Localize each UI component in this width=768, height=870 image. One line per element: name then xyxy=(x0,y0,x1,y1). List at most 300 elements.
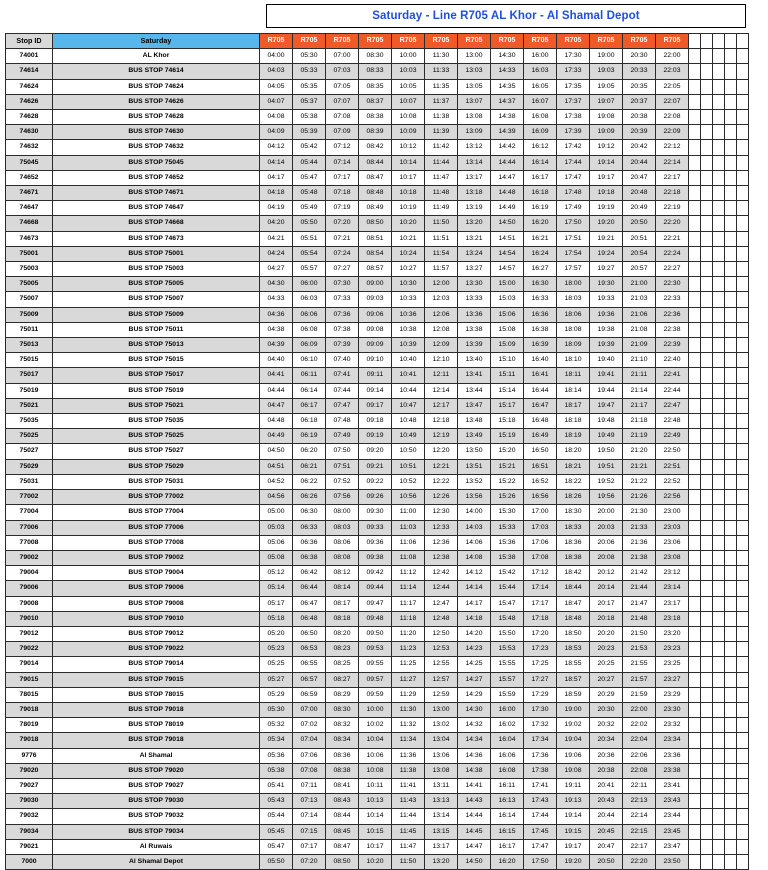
cell-departure-time: 20:39 xyxy=(623,125,656,140)
cell-departure-time: 10:40 xyxy=(392,353,425,368)
cell-departure-time: 09:00 xyxy=(359,277,392,292)
cell-departure-time: 16:00 xyxy=(524,49,557,64)
cell-spacer xyxy=(737,140,749,155)
cell-stop-name: BUS STOP 79006 xyxy=(53,581,260,596)
cell-spacer xyxy=(713,687,725,702)
cell-departure-time: 23:23 xyxy=(656,642,689,657)
cell-departure-time: 19:06 xyxy=(557,748,590,763)
cell-departure-time: 19:18 xyxy=(590,186,623,201)
cell-departure-time: 18:33 xyxy=(557,520,590,535)
cell-departure-time: 06:09 xyxy=(293,338,326,353)
cell-departure-time: 13:40 xyxy=(458,353,491,368)
column-header-trip: R705 xyxy=(260,34,293,49)
cell-departure-time: 15:26 xyxy=(491,490,524,505)
cell-stop-name: BUS STOP 75001 xyxy=(53,246,260,261)
cell-stop-id: 79006 xyxy=(6,581,53,596)
cell-departure-time: 19:11 xyxy=(557,778,590,793)
column-header-trip: R705 xyxy=(359,34,392,49)
table-row xyxy=(6,429,749,444)
table-row xyxy=(6,718,749,733)
cell-departure-time: 19:50 xyxy=(590,444,623,459)
table-row xyxy=(6,490,749,505)
cell-departure-time: 16:49 xyxy=(524,429,557,444)
cell-departure-time: 14:25 xyxy=(458,657,491,672)
cell-departure-time: 06:38 xyxy=(293,550,326,565)
cell-departure-time: 12:50 xyxy=(425,626,458,641)
cell-departure-time: 22:48 xyxy=(656,414,689,429)
table-row xyxy=(6,581,749,596)
cell-departure-time: 04:48 xyxy=(260,414,293,429)
cell-departure-time: 12:48 xyxy=(425,611,458,626)
cell-departure-time: 08:44 xyxy=(359,155,392,170)
cell-spacer xyxy=(701,854,713,869)
cell-departure-time: 14:23 xyxy=(458,642,491,657)
cell-departure-time: 17:51 xyxy=(557,231,590,246)
cell-departure-time: 06:03 xyxy=(293,292,326,307)
cell-departure-time: 07:33 xyxy=(326,292,359,307)
cell-departure-time: 08:42 xyxy=(359,140,392,155)
cell-departure-time: 11:51 xyxy=(425,231,458,246)
cell-departure-time: 11:23 xyxy=(392,642,425,657)
cell-departure-time: 17:41 xyxy=(524,778,557,793)
cell-departure-time: 20:44 xyxy=(590,809,623,824)
cell-departure-time: 05:03 xyxy=(260,520,293,535)
cell-departure-time: 11:34 xyxy=(392,733,425,748)
cell-spacer xyxy=(725,216,737,231)
cell-spacer xyxy=(701,94,713,109)
cell-departure-time: 06:44 xyxy=(293,581,326,596)
cell-spacer xyxy=(725,535,737,550)
cell-stop-id: 74668 xyxy=(6,216,53,231)
cell-spacer xyxy=(725,702,737,717)
cell-departure-time: 20:20 xyxy=(590,626,623,641)
cell-departure-time: 22:20 xyxy=(623,854,656,869)
cell-departure-time: 17:54 xyxy=(557,246,590,261)
cell-spacer xyxy=(737,672,749,687)
cell-departure-time: 21:59 xyxy=(623,687,656,702)
cell-stop-name: BUS STOP 74628 xyxy=(53,110,260,125)
cell-departure-time: 23:44 xyxy=(656,809,689,824)
cell-spacer xyxy=(737,702,749,717)
cell-departure-time: 08:49 xyxy=(359,201,392,216)
cell-departure-time: 10:05 xyxy=(392,79,425,94)
cell-departure-time: 22:36 xyxy=(656,307,689,322)
cell-departure-time: 07:14 xyxy=(293,809,326,824)
cell-departure-time: 11:08 xyxy=(392,550,425,565)
cell-departure-time: 06:36 xyxy=(293,535,326,550)
cell-spacer xyxy=(689,672,701,687)
cell-departure-time: 11:44 xyxy=(425,155,458,170)
cell-departure-time: 16:21 xyxy=(524,231,557,246)
cell-departure-time: 18:09 xyxy=(557,338,590,353)
cell-departure-time: 17:30 xyxy=(524,702,557,717)
cell-spacer xyxy=(701,718,713,733)
cell-departure-time: 18:00 xyxy=(557,277,590,292)
cell-spacer xyxy=(713,854,725,869)
cell-spacer xyxy=(689,687,701,702)
cell-departure-time: 15:47 xyxy=(491,596,524,611)
cell-departure-time: 08:27 xyxy=(326,672,359,687)
cell-departure-time: 14:47 xyxy=(458,839,491,854)
cell-stop-name: BUS STOP 75029 xyxy=(53,459,260,474)
cell-departure-time: 23:00 xyxy=(656,505,689,520)
cell-departure-time: 05:14 xyxy=(260,581,293,596)
cell-departure-time: 20:27 xyxy=(590,672,623,687)
cell-departure-time: 07:07 xyxy=(326,94,359,109)
column-header-trip: R705 xyxy=(524,34,557,49)
cell-spacer xyxy=(701,702,713,717)
cell-departure-time: 07:30 xyxy=(326,277,359,292)
cell-spacer xyxy=(725,338,737,353)
cell-stop-name: BUS STOP 79008 xyxy=(53,596,260,611)
cell-departure-time: 10:00 xyxy=(359,702,392,717)
cell-departure-time: 07:24 xyxy=(326,246,359,261)
cell-departure-time: 11:06 xyxy=(392,535,425,550)
cell-departure-time: 23:38 xyxy=(656,763,689,778)
cell-departure-time: 17:06 xyxy=(524,535,557,550)
cell-spacer xyxy=(725,292,737,307)
cell-spacer xyxy=(689,824,701,839)
cell-stop-name: BUS STOP 77002 xyxy=(53,490,260,505)
cell-spacer xyxy=(737,626,749,641)
cell-departure-time: 15:03 xyxy=(491,292,524,307)
cell-departure-time: 15:11 xyxy=(491,368,524,383)
cell-spacer xyxy=(689,307,701,322)
cell-departure-time: 13:20 xyxy=(458,216,491,231)
cell-departure-time: 11:29 xyxy=(392,687,425,702)
cell-stop-name: BUS STOP 75019 xyxy=(53,383,260,398)
column-header-stop-id: Stop ID xyxy=(6,34,53,49)
cell-departure-time: 17:44 xyxy=(524,809,557,824)
cell-departure-time: 16:17 xyxy=(491,839,524,854)
cell-stop-name: BUS STOP 74668 xyxy=(53,216,260,231)
cell-spacer xyxy=(725,626,737,641)
cell-departure-time: 13:30 xyxy=(458,277,491,292)
cell-departure-time: 14:06 xyxy=(458,535,491,550)
column-header-trip: R705 xyxy=(557,34,590,49)
cell-spacer xyxy=(713,459,725,474)
cell-departure-time: 06:19 xyxy=(293,429,326,444)
cell-spacer xyxy=(689,809,701,824)
cell-departure-time: 05:20 xyxy=(260,626,293,641)
cell-spacer xyxy=(713,170,725,185)
cell-departure-time: 18:44 xyxy=(557,581,590,596)
cell-spacer xyxy=(689,702,701,717)
cell-spacer xyxy=(689,246,701,261)
table-row xyxy=(6,687,749,702)
cell-departure-time: 17:29 xyxy=(524,687,557,702)
cell-departure-time: 11:48 xyxy=(425,186,458,201)
cell-stop-id: 74632 xyxy=(6,140,53,155)
cell-departure-time: 10:20 xyxy=(359,854,392,869)
cell-departure-time: 21:00 xyxy=(623,277,656,292)
cell-stop-name: BUS STOP 79032 xyxy=(53,809,260,824)
cell-departure-time: 10:12 xyxy=(392,140,425,155)
cell-departure-time: 17:34 xyxy=(524,733,557,748)
cell-spacer xyxy=(713,414,725,429)
cell-spacer xyxy=(701,383,713,398)
cell-departure-time: 07:12 xyxy=(326,140,359,155)
cell-spacer xyxy=(689,414,701,429)
cell-departure-time: 19:40 xyxy=(590,353,623,368)
cell-departure-time: 12:21 xyxy=(425,459,458,474)
cell-departure-time: 13:48 xyxy=(458,414,491,429)
cell-departure-time: 07:36 xyxy=(326,307,359,322)
cell-spacer xyxy=(701,642,713,657)
cell-departure-time: 04:50 xyxy=(260,444,293,459)
cell-departure-time: 05:47 xyxy=(260,839,293,854)
cell-stop-name: BUS STOP 75007 xyxy=(53,292,260,307)
cell-stop-id: 79027 xyxy=(6,778,53,793)
cell-stop-id: 74626 xyxy=(6,94,53,109)
cell-departure-time: 09:03 xyxy=(359,292,392,307)
cell-departure-time: 10:14 xyxy=(359,809,392,824)
cell-departure-time: 08:03 xyxy=(326,520,359,535)
column-header-trip: R705 xyxy=(326,34,359,49)
cell-departure-time: 05:00 xyxy=(260,505,293,520)
cell-departure-time: 04:47 xyxy=(260,398,293,413)
cell-departure-time: 20:34 xyxy=(590,733,623,748)
cell-departure-time: 05:37 xyxy=(293,94,326,109)
cell-departure-time: 12:20 xyxy=(425,444,458,459)
cell-departure-time: 22:30 xyxy=(656,277,689,292)
cell-departure-time: 08:37 xyxy=(359,94,392,109)
cell-departure-time: 16:18 xyxy=(524,186,557,201)
cell-stop-id: 79018 xyxy=(6,733,53,748)
cell-departure-time: 17:32 xyxy=(524,718,557,733)
cell-departure-time: 07:05 xyxy=(326,79,359,94)
cell-stop-name: BUS STOP 74632 xyxy=(53,140,260,155)
cell-stop-id: 75027 xyxy=(6,444,53,459)
cell-departure-time: 21:10 xyxy=(623,353,656,368)
cell-departure-time: 05:43 xyxy=(260,794,293,809)
cell-departure-time: 16:30 xyxy=(524,277,557,292)
cell-departure-time: 14:44 xyxy=(491,155,524,170)
cell-spacer xyxy=(713,596,725,611)
cell-departure-time: 10:36 xyxy=(392,307,425,322)
cell-spacer xyxy=(689,186,701,201)
cell-spacer xyxy=(701,794,713,809)
cell-departure-time: 20:08 xyxy=(590,550,623,565)
cell-departure-time: 07:20 xyxy=(326,216,359,231)
cell-departure-time: 16:19 xyxy=(524,201,557,216)
cell-departure-time: 19:49 xyxy=(590,429,623,444)
cell-spacer xyxy=(737,398,749,413)
cell-spacer xyxy=(725,611,737,626)
cell-spacer xyxy=(737,49,749,64)
cell-spacer xyxy=(725,414,737,429)
cell-stop-id: 74673 xyxy=(6,231,53,246)
cell-departure-time: 16:51 xyxy=(524,459,557,474)
cell-spacer xyxy=(713,322,725,337)
cell-departure-time: 13:14 xyxy=(425,809,458,824)
cell-spacer xyxy=(701,368,713,383)
cell-departure-time: 12:09 xyxy=(425,338,458,353)
cell-departure-time: 06:21 xyxy=(293,459,326,474)
cell-spacer xyxy=(701,338,713,353)
cell-spacer xyxy=(737,566,749,581)
cell-departure-time: 04:21 xyxy=(260,231,293,246)
cell-departure-time: 12:18 xyxy=(425,414,458,429)
cell-departure-time: 17:00 xyxy=(524,505,557,520)
cell-departure-time: 19:38 xyxy=(590,322,623,337)
cell-spacer xyxy=(725,824,737,839)
cell-stop-id: 79004 xyxy=(6,566,53,581)
table-row xyxy=(6,94,749,109)
cell-departure-time: 23:32 xyxy=(656,718,689,733)
cell-spacer xyxy=(689,322,701,337)
cell-spacer xyxy=(713,839,725,854)
cell-departure-time: 16:17 xyxy=(524,170,557,185)
cell-departure-time: 20:37 xyxy=(623,94,656,109)
cell-departure-time: 21:48 xyxy=(623,611,656,626)
cell-departure-time: 14:18 xyxy=(458,611,491,626)
cell-departure-time: 17:44 xyxy=(557,155,590,170)
cell-spacer xyxy=(701,140,713,155)
cell-spacer xyxy=(713,581,725,596)
cell-departure-time: 06:20 xyxy=(293,444,326,459)
cell-departure-time: 09:20 xyxy=(359,444,392,459)
cell-departure-time: 15:57 xyxy=(491,672,524,687)
cell-departure-time: 23:17 xyxy=(656,596,689,611)
cell-departure-time: 15:06 xyxy=(491,307,524,322)
table-row xyxy=(6,338,749,353)
cell-departure-time: 08:29 xyxy=(326,687,359,702)
cell-departure-time: 12:38 xyxy=(425,550,458,565)
cell-departure-time: 16:08 xyxy=(491,763,524,778)
cell-departure-time: 19:05 xyxy=(590,79,623,94)
table-row xyxy=(6,49,749,64)
cell-departure-time: 04:09 xyxy=(260,125,293,140)
cell-departure-time: 05:38 xyxy=(260,763,293,778)
cell-departure-time: 18:06 xyxy=(557,307,590,322)
cell-spacer xyxy=(737,474,749,489)
cell-spacer xyxy=(701,748,713,763)
cell-stop-name: BUS STOP 79004 xyxy=(53,566,260,581)
cell-departure-time: 16:08 xyxy=(524,110,557,125)
cell-departure-time: 06:14 xyxy=(293,383,326,398)
cell-departure-time: 21:26 xyxy=(623,490,656,505)
cell-spacer xyxy=(713,778,725,793)
cell-departure-time: 14:29 xyxy=(458,687,491,702)
cell-departure-time: 14:54 xyxy=(491,246,524,261)
cell-departure-time: 09:17 xyxy=(359,398,392,413)
cell-spacer xyxy=(725,839,737,854)
cell-departure-time: 10:44 xyxy=(392,383,425,398)
cell-departure-time: 10:27 xyxy=(392,262,425,277)
cell-departure-time: 23:29 xyxy=(656,687,689,702)
table-row xyxy=(6,262,749,277)
cell-departure-time: 05:23 xyxy=(260,642,293,657)
cell-departure-time: 17:18 xyxy=(524,611,557,626)
cell-stop-id: 74652 xyxy=(6,170,53,185)
cell-departure-time: 10:24 xyxy=(392,246,425,261)
cell-departure-time: 15:53 xyxy=(491,642,524,657)
cell-departure-time: 20:50 xyxy=(623,216,656,231)
cell-departure-time: 20:35 xyxy=(623,79,656,94)
cell-spacer xyxy=(689,170,701,185)
cell-departure-time: 12:10 xyxy=(425,353,458,368)
cell-departure-time: 04:49 xyxy=(260,429,293,444)
cell-stop-id: 79010 xyxy=(6,611,53,626)
cell-stop-id: 75021 xyxy=(6,398,53,413)
cell-departure-time: 05:30 xyxy=(293,49,326,64)
table-row xyxy=(6,611,749,626)
cell-spacer xyxy=(737,854,749,869)
cell-spacer xyxy=(689,353,701,368)
cell-departure-time: 04:12 xyxy=(260,140,293,155)
cell-stop-id: 79020 xyxy=(6,763,53,778)
cell-departure-time: 22:47 xyxy=(656,398,689,413)
cell-departure-time: 17:25 xyxy=(524,657,557,672)
cell-departure-time: 06:06 xyxy=(293,307,326,322)
cell-departure-time: 13:08 xyxy=(425,763,458,778)
cell-departure-time: 22:13 xyxy=(623,794,656,809)
cell-departure-time: 07:47 xyxy=(326,398,359,413)
cell-spacer xyxy=(689,155,701,170)
cell-stop-name: BUS STOP 75009 xyxy=(53,307,260,322)
cell-stop-name: BUS STOP 75021 xyxy=(53,398,260,413)
cell-spacer xyxy=(689,292,701,307)
cell-departure-time: 20:44 xyxy=(623,155,656,170)
column-header-trip: R705 xyxy=(392,34,425,49)
cell-departure-time: 08:41 xyxy=(326,778,359,793)
cell-spacer xyxy=(713,763,725,778)
cell-spacer xyxy=(737,216,749,231)
column-header-spacer xyxy=(737,34,749,49)
cell-stop-id: 79015 xyxy=(6,672,53,687)
cell-departure-time: 21:14 xyxy=(623,383,656,398)
cell-departure-time: 06:11 xyxy=(293,368,326,383)
cell-departure-time: 15:00 xyxy=(491,277,524,292)
cell-spacer xyxy=(713,277,725,292)
cell-spacer xyxy=(725,672,737,687)
cell-departure-time: 07:51 xyxy=(326,459,359,474)
cell-spacer xyxy=(689,277,701,292)
cell-spacer xyxy=(737,170,749,185)
cell-spacer xyxy=(689,550,701,565)
cell-spacer xyxy=(737,368,749,383)
cell-departure-time: 12:47 xyxy=(425,596,458,611)
cell-stop-name: BUS STOP 79012 xyxy=(53,626,260,641)
cell-departure-time: 15:33 xyxy=(491,520,524,535)
cell-departure-time: 07:50 xyxy=(326,444,359,459)
cell-spacer xyxy=(689,657,701,672)
cell-spacer xyxy=(737,520,749,535)
cell-spacer xyxy=(725,398,737,413)
cell-spacer xyxy=(725,566,737,581)
cell-departure-time: 06:33 xyxy=(293,520,326,535)
cell-departure-time: 18:26 xyxy=(557,490,590,505)
cell-stop-name: BUS STOP 79002 xyxy=(53,550,260,565)
cell-spacer xyxy=(713,186,725,201)
cell-departure-time: 18:50 xyxy=(557,626,590,641)
cell-departure-time: 09:36 xyxy=(359,535,392,550)
cell-spacer xyxy=(689,125,701,140)
cell-departure-time: 14:00 xyxy=(458,505,491,520)
cell-spacer xyxy=(725,854,737,869)
cell-departure-time: 17:45 xyxy=(524,824,557,839)
cell-departure-time: 13:07 xyxy=(458,94,491,109)
cell-stop-id: 74624 xyxy=(6,79,53,94)
table-row xyxy=(6,277,749,292)
cell-spacer xyxy=(713,368,725,383)
cell-departure-time: 07:04 xyxy=(293,733,326,748)
cell-spacer xyxy=(689,794,701,809)
cell-departure-time: 13:11 xyxy=(425,778,458,793)
cell-spacer xyxy=(713,642,725,657)
cell-spacer xyxy=(689,201,701,216)
